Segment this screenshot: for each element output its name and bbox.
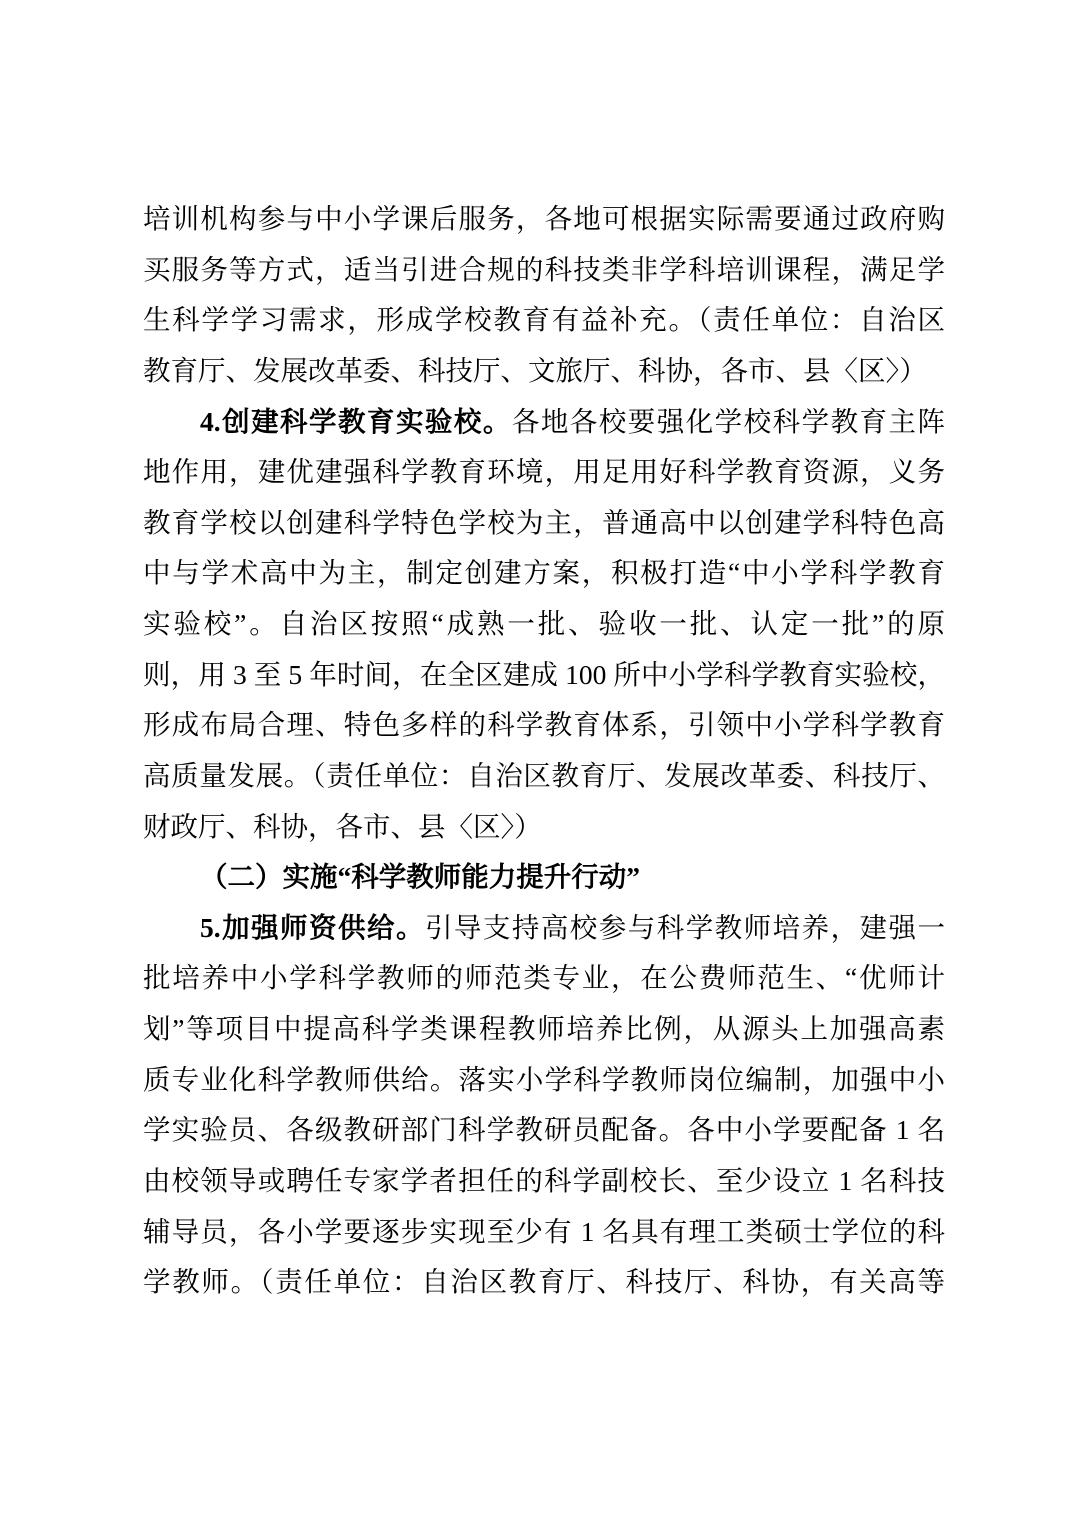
text-segment: 学实验员、各级教研部门科学教研员配备。各中小学要配备 1 名 — [143, 1114, 945, 1146]
text-segment: 批培养中小学科学教师的师范类专业，在公费师范生、“优师计 — [143, 962, 945, 994]
text-line — [143, 852, 945, 903]
text-line — [143, 346, 945, 397]
text-line — [143, 903, 945, 954]
text-segment: 各地各校要强化学校科学教育主阵 — [511, 405, 946, 437]
text-line — [143, 397, 945, 448]
text-line — [143, 245, 945, 296]
text-segment: 由校领导或聘任专家学者担任的科学副校长、至少设立 1 名科技 — [143, 1164, 945, 1196]
text-line — [143, 700, 945, 751]
text-segment: 买服务等方式，适当引进合规的科技类非学科培训课程，满足学 — [143, 253, 945, 285]
text-segment: 财政厅、科协，各市、县〈区〉） — [143, 810, 542, 842]
text-segment: 地作用，建优建强科学教育环境，用足用好科学教育资源，义务 — [143, 456, 945, 488]
document-body — [143, 194, 945, 1308]
bold-text-segment: 5.加强师资供给。 — [200, 911, 425, 943]
text-segment: 生科学学习需求，形成学校教育有益补充。（责任单位：自治区 — [143, 304, 945, 336]
text-line — [143, 295, 945, 346]
text-line — [143, 1156, 945, 1207]
text-segment: 辅导员，各小学要逐步实现至少有 1 名具有理工类硕士学位的科 — [143, 1215, 945, 1247]
text-line — [143, 953, 945, 1004]
text-line — [143, 802, 945, 853]
text-line — [143, 194, 945, 245]
text-line — [143, 751, 945, 802]
text-line — [143, 650, 945, 701]
text-line — [143, 1105, 945, 1156]
text-segment: 教育厅、发展改革委、科技厅、文旅厅、科协，各市、县〈区〉） — [143, 354, 927, 386]
text-segment: 中与学术高中为主，制定创建方案，积极打造“中小学科学教育 — [143, 557, 945, 589]
text-line — [143, 447, 945, 498]
text-segment: 教育学校以创建科学特色学校为主，普通高中以创建学科特色高 — [143, 506, 945, 538]
text-line — [143, 1004, 945, 1055]
text-segment: 质专业化科学教师供给。落实小学科学教师岗位编制，加强中小 — [143, 1063, 945, 1095]
text-segment: 高质量发展。（责任单位：自治区教育厅、发展改革委、科技厅、 — [143, 759, 945, 791]
text-segment: 形成布局合理、特色多样的科学教育体系，引领中小学科学教育 — [143, 709, 945, 741]
text-segment: 培训机构参与中小学课后服务，各地可根据实际需要通过政府购 — [143, 203, 945, 234]
text-line — [143, 1257, 945, 1308]
text-line — [143, 599, 945, 650]
text-segment: 则，用 3 至 5 年时间，在全区建成 100 所中小学科学教育实验校， — [143, 658, 945, 690]
text-line — [143, 548, 945, 599]
text-line — [143, 498, 945, 549]
text-segment: 划”等项目中提高科学类课程教师培养比例，从源头上加强高素 — [143, 1013, 945, 1044]
text-segment: 学教师。（责任单位：自治区教育厅、科技厅、科协，有关高等 — [143, 1266, 945, 1298]
bold-text-segment: 4.创建科学教育实验校。 — [200, 405, 512, 437]
text-segment: 引导支持高校参与科学教师培养，建强一 — [424, 911, 946, 943]
text-segment: 实验校”。自治区按照“成熟一批、验收一批、认定一批”的原 — [143, 608, 945, 639]
text-line — [143, 1055, 945, 1106]
bold-text-segment: （二）实施“科学教师能力提升行动” — [200, 861, 640, 893]
text-line — [143, 1207, 945, 1258]
